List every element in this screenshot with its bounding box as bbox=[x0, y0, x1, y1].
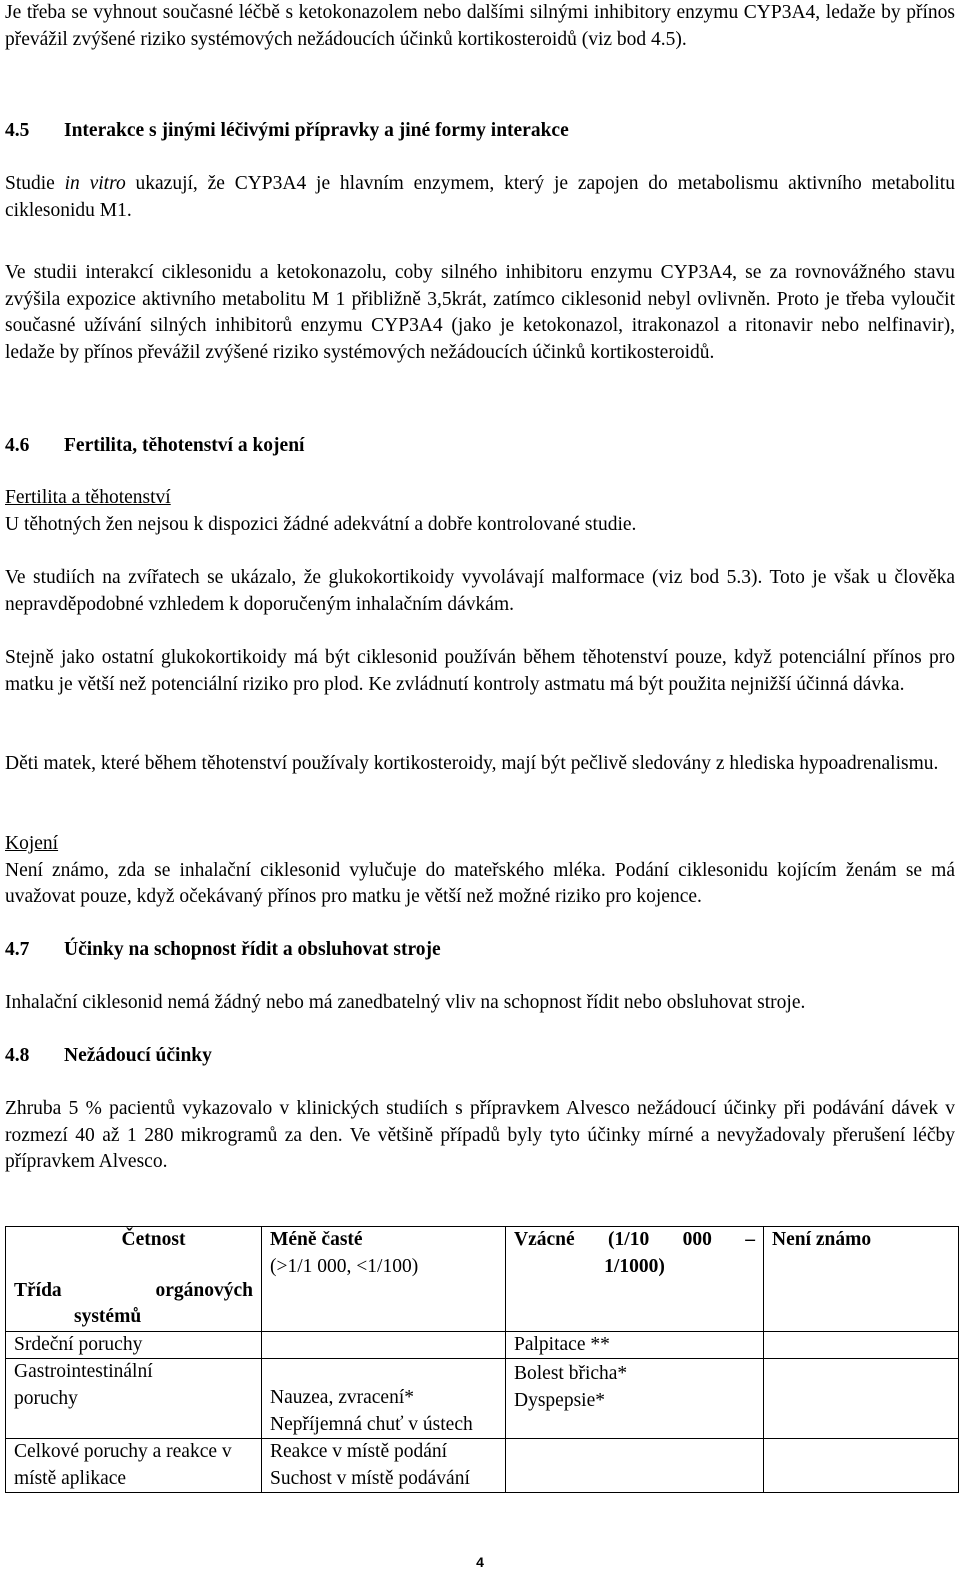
header-word: Třída bbox=[14, 1279, 62, 1301]
column-range: (>1/1 000, <1/100) bbox=[270, 1255, 419, 1277]
section-number: 4.6 bbox=[5, 435, 30, 456]
uncommon-cell bbox=[262, 1359, 506, 1439]
effect-item: Nauzea, zvracení* bbox=[270, 1387, 414, 1408]
header-corner-cell bbox=[6, 1227, 262, 1332]
section-number: 4.5 bbox=[5, 120, 30, 141]
column-title: Vzácné (1/10 000 – bbox=[514, 1229, 755, 1250]
soc-cell: Srdeční poruchy bbox=[6, 1331, 262, 1359]
intro-paragraph: Je třeba se vyhnout současné léčbě s ketokonazolem nebo dalšími silnými inhibitory enzymu CYP3A4, ledaže by přínos převážil zvýšené riziko systémových nežádoucích účinků kortikosteroidů (viz bod 4.5). bbox=[5, 2, 955, 50]
effect-item: Dyspepsie* bbox=[514, 1389, 605, 1411]
effect-item: Reakce v místě podání bbox=[270, 1441, 448, 1462]
soc-header bbox=[14, 1278, 253, 1305]
section-number: 4.8 bbox=[5, 1045, 30, 1066]
s45-paragraph-2: Ve studii interakcí ciklesonidu a ketokonazolu, coby silného inhibitoru enzymu CYP3A4, se za rovnovážného stavu zvýšila expozice aktivního metabolitu M 1 přibližně 3,5krát, zatímco ciklesonid nebyl ovlivněn. Proto je třeba vyloučit současné užívání silných inhibitorů enzymu CYP3A4 (jako je ketokonazol, itrakonazol a ritonavir nebo nelfinavir), ledaže by přínos převážil zvýšené riziko systémových nežádoucích účinků kortikosteroidů. bbox=[5, 262, 955, 363]
s46-subsection-1 bbox=[5, 485, 955, 538]
s46-subsection-2 bbox=[5, 831, 955, 911]
header-rare bbox=[506, 1227, 764, 1332]
section-4-8-heading bbox=[5, 1043, 955, 1070]
effect-item: Bolest břicha* bbox=[514, 1363, 628, 1384]
section-4-5-heading bbox=[5, 118, 955, 145]
unknown-cell bbox=[764, 1359, 959, 1439]
unknown-cell bbox=[764, 1331, 959, 1359]
column-title: Méně časté bbox=[270, 1229, 363, 1250]
italic-run: in vitro bbox=[64, 173, 126, 194]
s48-paragraph-1: Zhruba 5 % pacientů vykazovalo v klinických studiích s přípravkem Alvesco nežádoucí účinky při podávání dávek v rozmezí 40 až 1 280 mikrogramů za den. Ve většině případů byly tyto účinky mírné a nevyžadovaly přerušení léčby přípravkem Alvesco. bbox=[5, 1098, 955, 1172]
s46-paragraph-3: Stejně jako ostatní glukokortikoidy má být ciklesonid používán během těhotenství pouze, když potenciální přínos pro matku je větší než potenciální riziko pro plod. Ke zvládnutí kontroly astmatu má být použita nejnižší účinná dávka. bbox=[5, 647, 955, 695]
header-word: orgánových bbox=[155, 1279, 253, 1301]
s46-paragraph-4: Děti matek, které během těhotenství používaly kortikosteroidy, mají být pečlivě sledovány z hlediska hypoadrenalismu. bbox=[5, 753, 939, 774]
text-run: ukazují, že CYP3A4 je hlavním enzymem, který je zapojen do metabolismu aktivního metabolitu ciklesonidu M1. bbox=[5, 173, 955, 221]
section-number: 4.7 bbox=[5, 939, 30, 960]
section-title: Fertilita, těhotenství a kojení bbox=[64, 435, 305, 456]
section-4-6-heading bbox=[5, 433, 955, 460]
soc-cell: Celkové poruchy a reakce v místě aplikace bbox=[6, 1439, 262, 1493]
header-uncommon bbox=[262, 1227, 506, 1332]
column-title: Není známo bbox=[772, 1229, 872, 1250]
header-unknown bbox=[764, 1227, 959, 1332]
rare-cell bbox=[506, 1359, 764, 1439]
column-range: 1/1000) bbox=[604, 1255, 665, 1277]
section-title: Účinky na schopnost řídit a obsluhovat stroje bbox=[64, 939, 441, 960]
section-4-7-heading bbox=[5, 937, 955, 964]
table-row bbox=[6, 1439, 959, 1493]
text-run: Studie bbox=[5, 173, 65, 194]
uncommon-cell bbox=[262, 1331, 506, 1359]
table-row bbox=[6, 1359, 959, 1439]
s46-paragraph-5: Není známo, zda se inhalační ciklesonid vylučuje do mateřského mléka. Podání ciklesonidu kojícím ženám se má uvažovat pouze, když očekávaný přínos pro matku je větší než možné riziko pro kojence. bbox=[5, 859, 955, 907]
section-title: Interakce s jinými léčivými přípravky a jiné formy interakce bbox=[64, 120, 569, 141]
rare-cell: Palpitace ** bbox=[506, 1331, 764, 1359]
uncommon-cell bbox=[262, 1439, 506, 1493]
unknown-cell bbox=[764, 1439, 959, 1493]
subsection-title: Fertilita a těhotenství bbox=[5, 487, 171, 508]
effect-item: Nepříjemná chuť v ústech bbox=[270, 1413, 473, 1435]
s45-paragraph-1 bbox=[5, 171, 955, 224]
table-row bbox=[6, 1331, 959, 1359]
s47-paragraph-1: Inhalační ciklesonid nemá žádný nebo má zanedbatelný vliv na schopnost řídit nebo obsluhovat stroje. bbox=[5, 992, 806, 1013]
s46-paragraph-1: U těhotných žen nejsou k dispozici žádné adekvátní a dobře kontrolované studie. bbox=[5, 513, 637, 535]
effect-item: Suchost v místě podávání bbox=[270, 1467, 470, 1489]
soc-cell: Gastrointestinální poruchy bbox=[6, 1359, 262, 1439]
s46-paragraph-2: Ve studiích na zvířatech se ukázalo, že glukokortikoidy vyvolávají malformace (viz bod 5.3). Toto je však u člověka nepravděpodobné vzhledem k doporučeným inhalačním dávkám. bbox=[5, 567, 955, 615]
rare-cell bbox=[506, 1439, 764, 1493]
page-number: 4 bbox=[476, 1554, 484, 1570]
section-title: Nežádoucí účinky bbox=[64, 1045, 212, 1066]
subsection-title: Kojení bbox=[5, 833, 59, 854]
header-word: systémů bbox=[74, 1306, 142, 1327]
frequency-header: Četnost bbox=[121, 1229, 186, 1250]
table-header-row bbox=[6, 1227, 959, 1332]
adverse-effects-table bbox=[5, 1226, 959, 1493]
